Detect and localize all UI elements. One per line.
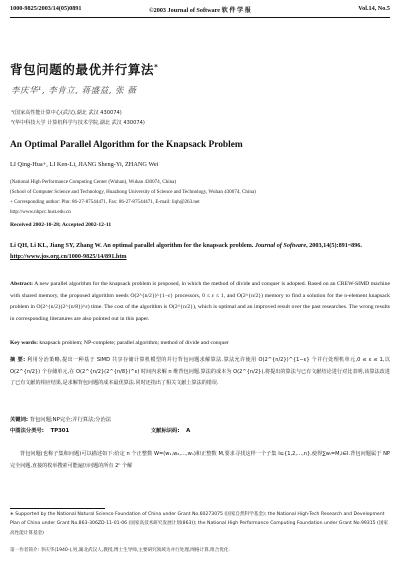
header-rule	[10, 17, 390, 18]
header-volume: Vol.14, No.5	[358, 5, 390, 12]
document-code-label: 文献标识码:	[150, 428, 180, 434]
citation: Li QH, Li KL, Jiang SY, Zhang W. An optimal parallel algorithm for the knapsack problem. Journal of Software, 2003,14(5):891~896. http://www.jos.org.cn/1000-9825/14/891.htm	[10, 242, 362, 260]
chinese-abstract	[10, 355, 390, 390]
document-code-value: A	[186, 428, 191, 434]
chinese-affiliation-1: ¹(国家高性能计算中心(武汉),湖北 武汉 430074)	[11, 110, 122, 116]
english-authors: LI Qing-Hua+, LI Ken-Li, JIANG Sheng-Yi, ZHANG Wei	[10, 161, 159, 168]
chinese-keywords	[10, 415, 111, 423]
cn-keywords-text: 背包问题;NP完全;并行算法;分治法	[29, 417, 112, 423]
header-issn: 1000-9825/2003/14(05)0891	[10, 5, 82, 12]
citation-url[interactable]: http://www.jos.org.cn/1000-9825/14/891.htm	[10, 253, 127, 260]
chinese-authors: 李庆华¹, 李肯立, 蒋盛益, 张 薇	[11, 86, 137, 96]
chinese-affiliation-2: ²(华中科技大学 计算机科学与技术学院,湖北 武汉 430074)	[11, 120, 145, 126]
classification-label: 中图法分类号:	[10, 428, 44, 434]
chinese-title: 背包问题的最优并行算法*	[10, 62, 159, 77]
classification-value: TP301	[50, 428, 70, 434]
corresponding-author: + Corresponding author: Phn: 86-27-87544471, Fax: 86-27-87544471, E-mail: liqh@263.net	[10, 199, 200, 205]
english-title: An Optimal Parallel Algorithm for the Knapsack Problem	[10, 140, 243, 150]
cn-abstract-label: 摘 要:	[10, 357, 26, 363]
funding-footnote: ∗ Supported by the National Natural Science Foundation of China under Grant No.60273075 (国家自然科学基金); the National High-Tech Research and Development Plan of China under Grant No.863-306ZD-11-01-06 (国家高技术研究发展计划(863)); the National High Performance Computing Foundation under Grant No.99315 (国家高性能计算基金)	[10, 512, 389, 536]
keywords-text: knapsack problem; NP-complete; parallel algorithm; method of divide and conquer	[39, 340, 229, 346]
abstract-text: A new parallel algorithm for the knapsack problem is proposed, in which the method of divide and conquer is adopted. Based on an CREW-SIMD machine with shared memory, the proposed algorithm needs O(2^{n/2})^{1−ε} processors, 0 ≤ ε ≤ 1, and O(2^{n/2}) memory to find a solution for the n-element knapsack problem in O(2^{n/2}(2^{n/8})^ε) time. The cost of the algorithm is O(2^{n/2}), which is optimal and an improved result over the past researches. The wrong results in corresponding literatures are also pointed out in this paper.	[10, 281, 391, 322]
header-journal: ©2003 Journal of Software 软 件 学 报	[149, 7, 251, 14]
received-dates: Received 2002-10-28; Accepted 2002-12-11	[10, 222, 112, 228]
abstract-label: Abstract:	[10, 281, 34, 287]
citation-journal: Journal of Software	[254, 242, 307, 249]
english-keywords	[10, 338, 390, 350]
institution-url: http://www.nhpcc.hust.edu.cn	[10, 209, 71, 215]
cn-abstract-text: 利用分治策略,提出一种基于 SIMD 共享存储计算机模型的并行背包问题求解算法.算法允许使用 O(2^{n/2})^{1−ε} 个并行处理机单元,0 ≤ ε ≤ 1,以 O(2^{n/2}) 个存储单元,在 O(2^{n/2}(2^{n/8})^ε) 时间内求解 n 维背包问题.算法的成本为 O(2^{n/2}),将提出的算法与已有文献结论进行对比表明,该算法改进了已有文献的相应结果,是求解背包问题的成本最优算法.同时还指出了相关文献上算法的错误.	[10, 357, 390, 386]
english-affiliation-2: (School of Computer Science and Technology, Huazhong University of Science and Technology, Wuhan 430074, China)	[10, 189, 256, 195]
english-abstract	[10, 279, 390, 325]
footnote-rule	[10, 508, 105, 509]
author-footnote: 第一作者简介: 李庆华(1940-),男,湖北武汉人,教授,博士生导师,主要研究领域为并行处理,网格计算,组合优化.	[10, 548, 230, 553]
cn-keywords-label: 关键词:	[10, 417, 29, 423]
classification-line	[10, 426, 190, 434]
body-paragraph: 背包问题(也称子集和问题)可以描述如下:给定 n 个正整数 W=(w₁,w₂,…,wₙ)和正整数 M,要求寻找这样一个子集 I⊆{1,2,…,n},使得∑wᵢ=M,i∈I.背包问题属于 NP 完全问题,直接的枚举搜索可能遍历问题的所有 2ⁿ 个解	[10, 451, 390, 469]
english-affiliation-1: (National High Performance Computing Center (Wuhan), Wuhan 430074, China)	[10, 179, 177, 185]
title-footnote-mark: *	[154, 62, 159, 71]
running-header	[10, 5, 390, 17]
keywords-label: Key words:	[10, 340, 38, 346]
